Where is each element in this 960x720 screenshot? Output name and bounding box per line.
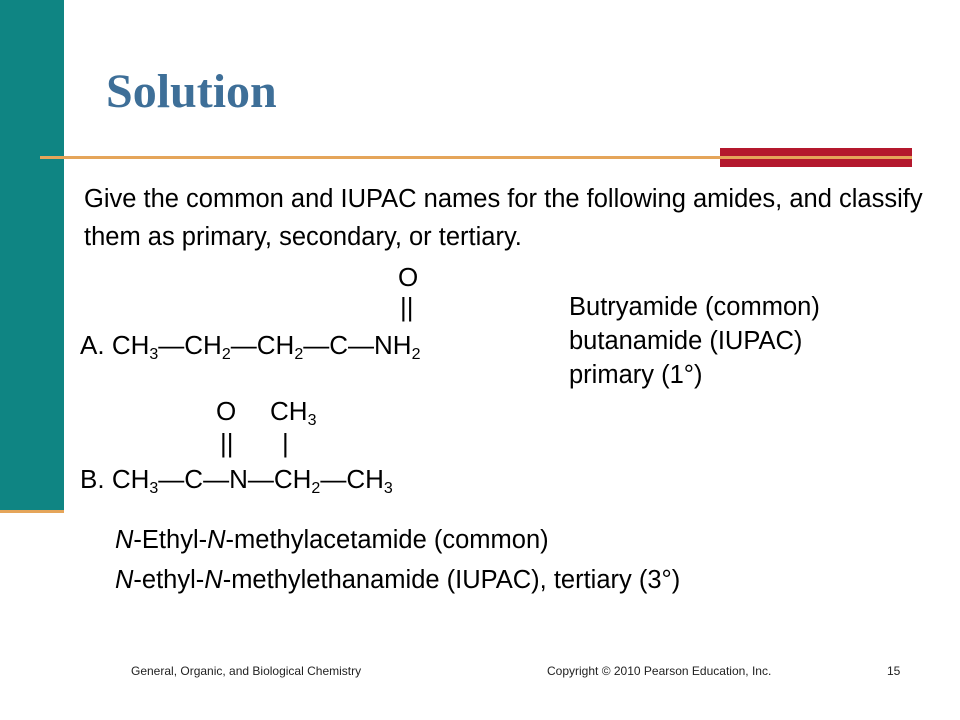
answer-b-iupac: N-ethyl-N-methylethanamide (IUPAC), tertiary (3°) [115,566,681,594]
structure-b-methyl: $CH_3$ [270,396,317,429]
footer-course: General, Organic, and Biological Chemistry [131,664,362,678]
title-rule-accent-line [720,156,912,159]
structure-b-single-bond: | [282,428,289,458]
slide-title: Solution [106,65,277,118]
question-text: Give the common and IUPAC names for the following amides, and classify them as primary, secondary, or tertiary. [84,185,923,251]
answer-a-class: primary (1°) [569,361,703,389]
structure-b-double-bond: || [220,428,234,458]
left-accent-bar-base [0,510,64,513]
structure-a-chain: A. $CH_3—CH_2—CH_2—C—NH_2$ [80,330,421,363]
structure-a-oxygen: O [398,262,419,292]
answer-b-common: N-Ethyl-N-methylacetamide (common) [115,526,549,554]
structure-a-double-bond: || [400,292,414,322]
answer-b [115,520,680,600]
structure-b-chain: B. $CH_3—C—N—CH_2—CH_3$ [80,464,393,497]
footer-copyright: Copyright © 2010 Pearson Education, Inc. [547,664,772,678]
answer-a-common: Butryamide (common) [569,293,820,321]
answer-a [569,290,820,392]
answer-a-iupac: butanamide (IUPAC) [569,327,803,355]
structure-b-oxygen: O [216,396,237,426]
left-accent-bar [0,0,64,512]
footer-page-number: 15 [887,664,901,678]
